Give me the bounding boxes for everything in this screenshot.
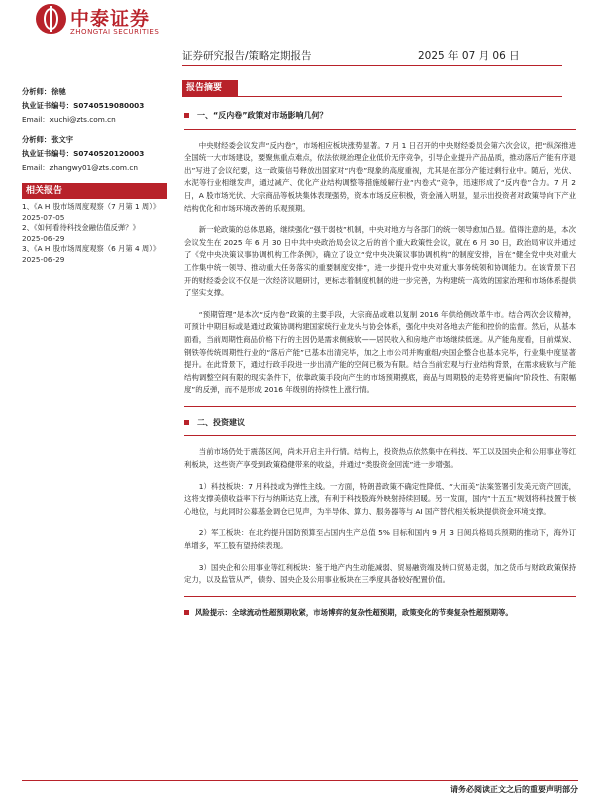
logo-name-en: ZHONGTAI SECURITIES <box>70 28 160 36</box>
analyst-1-email-row[interactable]: Email：xuchi@zts.com.cn <box>22 115 116 124</box>
related-report-3-date: 2025-06-29 <box>22 254 65 264</box>
related-report-2-title[interactable]: 2、《如何看待科技金融估值反弹？》 <box>22 223 140 232</box>
section-1-paragraph-1: 中央财经委会议发声“反内卷”，市场相应板块涨势显著。7 月 1 日召开的中央财经委员会第六次会议，把“纵深推进全国统一大市场建设，要聚焦重点难点，依法依规治理企业低价无序竞争，引导企业提升产品品质，推动落后产能有序退出”写进了会议纪要，这一政策信号释放出国家对“内卷”现象的高度重视，尤其是在部分产能过剩行业中。随后，光伏、水泥等行业相继发声，通过减产、优化产业结构调整等措施缓解行业“内卷式”竞争，迅速形成了“反内卷”合力。7 月 2 日，A 股市场光伏、大宗商品等板块集体表现强势，资本市场反应积极，资金涌入明显，显示出投资者对政策导向下产业结构优化和市场环境改善的乐观预期。 <box>184 140 576 213</box>
analyst-1-email: xuchi@zts.com.cn <box>49 115 116 124</box>
section-2-paragraph-2: 1）科技板块：7 月科技或为弹性主线。一方面，特朗普政策不确定性降低、“大而美”法案签署引发美元资产回流，这将支撑美债收益率下行与纳斯达克上涨，有利于科技股海外映射持续回暖。另一发面，国内“十五五”规划将科技置于核心地位，与此同时公募基金调仓已见声，为半导体、算力、服务器等与 AI 国产替代相关板块提供资金环境支撑。 <box>184 481 576 516</box>
related-report-1-date: 2025-07-05 <box>22 212 65 222</box>
section-1-paragraph-2: 新一轮政策的总体思路，继续强化“强干弱枝”机制，中央对地方与各部门的统一领导愈加凸显。值得注意的是，本次会议发生在 2025 年 6 月 30 日中共中央政治局会议之后的首个重大政策性会议，就在 6 月 30 日，政治局审议并通过了《党中央决策议事协调机构工作条例》，确立了设立“党中央决策议事协调机构”的制度安排，旨在“健全党中央对重大工作集中统一领导、推动重大任务落实的重要制度安排”，进一步提升党中央对重大事务统领和协调能力。在该背景下召开的财经委会议不仅是一次经济议题研讨，更标志着制度机制的进一步完善，为构建统一高效的国家治理和市场体系提供了坚实支撑。 <box>184 225 576 298</box>
analyst-1-name-row: 分析师：徐驰 <box>22 87 66 96</box>
risk-divider <box>184 596 576 597</box>
sidebar <box>22 85 167 265</box>
related-reports-list <box>22 202 167 265</box>
report-type: 证券研究报告/策略定期报告 <box>182 50 312 62</box>
section-2-paragraph-3: 2）军工板块：在北约提升国防预算至占国内生产总值 5% 目标和国内 9 月 3 日阅兵格局兵预期的推动下，海外订单增多，军工股有望持续表现。 <box>184 528 576 551</box>
section-bullet-icon <box>184 113 189 118</box>
company-logo <box>36 4 166 42</box>
logo-name-cn: 中泰证券 <box>70 8 151 30</box>
summary-tag: 报告摘要 <box>182 80 238 96</box>
analyst-2-cert-row: 执业证书编号：S0740520120003 <box>22 149 145 158</box>
risk-warning: 风险提示：全球流动性超预期收紧，市场博弈的复杂性超预期，政策变化的节奏复杂性超预期等。 <box>184 607 576 620</box>
section-1-paragraph-3: “预期管理”是本次“反内卷”政策的主要手段，大宗商品或难以复制 2016 年供给侧改革牛市。结合两次会议精神，可预计中期目标或是通过政策协调构建国家统行业龙头与协会体系，强化中央对各地去产能和控价的监督。然后，从基本面看，当前周期性商品价格下行的主因仍是需求侧疲软——居民收入和房地产市场继续低迷。从产能角度看，目前煤炭、钢铁等传统周期性行业的“落后产能”已基本出清完毕，加之上市公司并购重组/央国企整合也基本完毕，行业集中度显著提升。在此背景下，通过行政手段进一步出清产能的空间已极为有限。结合当前宏观与行业结构背景，在需求疲软与产能结构调整空间有限的现实条件下，依靠政策手段向产生的市场预期摸底，商品与周期股的走势将更偏向“阶段性、有限幅度”的反弹，而不是形成 2016 年级别的持续性上涨行情。 <box>184 309 576 395</box>
related-report-1-title[interactable]: 1、《A H 股市场周度观察（7 月第 1 周）》 <box>22 202 161 211</box>
summary-divider <box>182 96 562 97</box>
logo-mark-icon <box>36 4 66 34</box>
footer-disclaimer: 请务必阅读正文之后的重要声明部分 <box>450 785 578 794</box>
analyst-2-email-row[interactable]: Email：zhangwy01@zts.com.cn <box>22 163 138 172</box>
section-2-paragraph-1: 当前市场仍处于震荡区间，尚未开启主升行情。结构上，投资热点依然集中在科技、军工以及国央企和公用事业等红利板块，这些资产享受到政策稳健带来的收益，并通过“类股资金回流”进一步增强。 <box>184 447 576 470</box>
section-2-heading: 二、投资建议 <box>184 417 576 430</box>
risk-bullet-icon <box>184 610 189 615</box>
section-1-heading: 一、“反内卷”政策对市场影响几何？ <box>184 110 576 123</box>
related-reports-title: 相关报告 <box>22 183 167 199</box>
report-date: 2025 年 07 月 06 日 <box>418 50 520 62</box>
footer-divider <box>22 780 578 781</box>
main-content <box>184 104 576 619</box>
analyst-2-name-row: 分析师：张文宇 <box>22 135 74 144</box>
analyst-1-cert-row: 执业证书编号：S0740519080003 <box>22 101 145 110</box>
analyst-2-email: zhangwy01@zts.com.cn <box>49 163 138 172</box>
section-1-divider <box>184 129 576 130</box>
header-divider <box>182 65 562 66</box>
related-report-3-title[interactable]: 3、《A H 股市场周度观察（6 月第 4 周）》 <box>22 244 161 253</box>
section-2-paragraph-4: 3）国央企和公用事业等红利板块：鉴于地产内生动能减弱、贸易融资端及转口贸易走弱，加之货币与财政政策保持定力，以及监管从严，债券、国央企及公用事业板块在三季度具备较好配置价值。 <box>184 562 576 585</box>
related-report-2-date: 2025-06-29 <box>22 233 65 243</box>
section-2-divider <box>184 435 576 436</box>
section-2-top-divider <box>184 406 576 407</box>
section-bullet-icon <box>184 420 189 425</box>
